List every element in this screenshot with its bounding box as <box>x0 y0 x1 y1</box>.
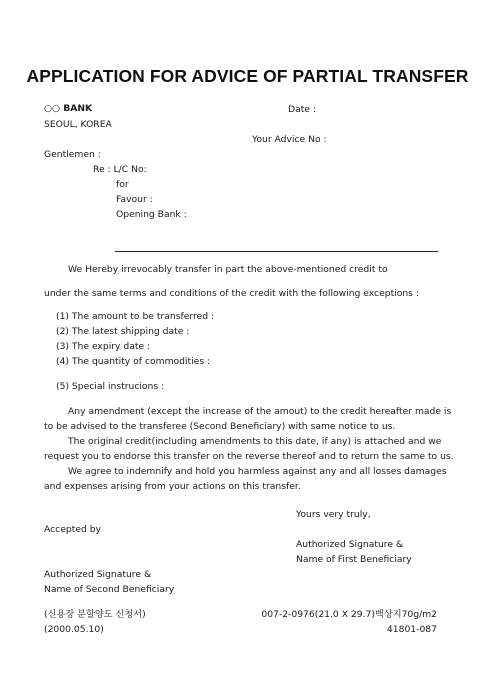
body-p3-line1: We agree to indemnify and hold you harmless against any and all losses damages <box>68 466 447 477</box>
second-beneficiary-name-label: Name of Second Beneficiary <box>44 584 175 595</box>
first-beneficiary-name-label: Name of First Beneficiary <box>296 554 412 565</box>
document-title: APPLICATION FOR ADVICE OF PARTIAL TRANSFER <box>26 66 469 86</box>
exception-item: (5) Special instrucions : <box>56 381 165 392</box>
bank-name: ○○ BANK <box>44 103 93 114</box>
yours-truly: Yours very truly, <box>296 509 371 520</box>
advice-no-label: Your Advice No : <box>252 134 327 145</box>
for-label: for <box>116 179 129 190</box>
footer-form-spec: 007-2-0976(21.0 X 29.7)백상지70g/m2 <box>261 609 437 620</box>
exception-item: (2) The latest shipping date : <box>56 326 190 337</box>
body-p3-line2: and expenses arising from your actions on this transfer. <box>44 481 301 492</box>
salutation: Gentlemen : <box>44 149 101 160</box>
footer-korean-title: (신용장 분할양도 신청서) <box>44 609 146 620</box>
second-beneficiary-signature-label: Authorized Signature & <box>44 569 152 580</box>
body-p1-line2: to be advised to the transferee (Second Beneficiary) with same notice to us. <box>44 421 396 432</box>
opening-bank-label: Opening Bank : <box>116 209 187 220</box>
intro-line-1: We Hereby irrevocably transfer in part the above-mentioned credit to <box>68 264 388 275</box>
accepted-by: Accepted by <box>44 524 101 535</box>
date-label: Date : <box>288 104 316 115</box>
lc-no-label: Re : L/C No: <box>93 164 147 175</box>
exception-item: (4) The quantity of commodities : <box>56 356 211 367</box>
transferee-line <box>115 251 438 252</box>
footer-date: (2000.05.10) <box>44 624 104 635</box>
first-beneficiary-signature-label: Authorized Signature & <box>296 539 404 550</box>
body-p2-line1: The original credit(including amendments to this date, if any) is attached and we <box>68 436 442 447</box>
exception-item: (3) The expiry date : <box>56 341 151 352</box>
bank-city: SEOUL, KOREA <box>44 119 112 130</box>
body-p1-line1: Any amendment (except the increase of the amout) to the credit hereafter made is <box>68 406 452 417</box>
body-p2-line2: request you to endorse this transfer on the reverse thereof and to return the same to us. <box>44 451 454 462</box>
intro-line-2: under the same terms and conditions of the credit with the following exceptions : <box>44 288 419 299</box>
footer-form-number: 41801-087 <box>386 624 437 635</box>
exception-item: (1) The amount to be transferred : <box>56 311 215 322</box>
favour-label: Favour : <box>116 194 153 205</box>
